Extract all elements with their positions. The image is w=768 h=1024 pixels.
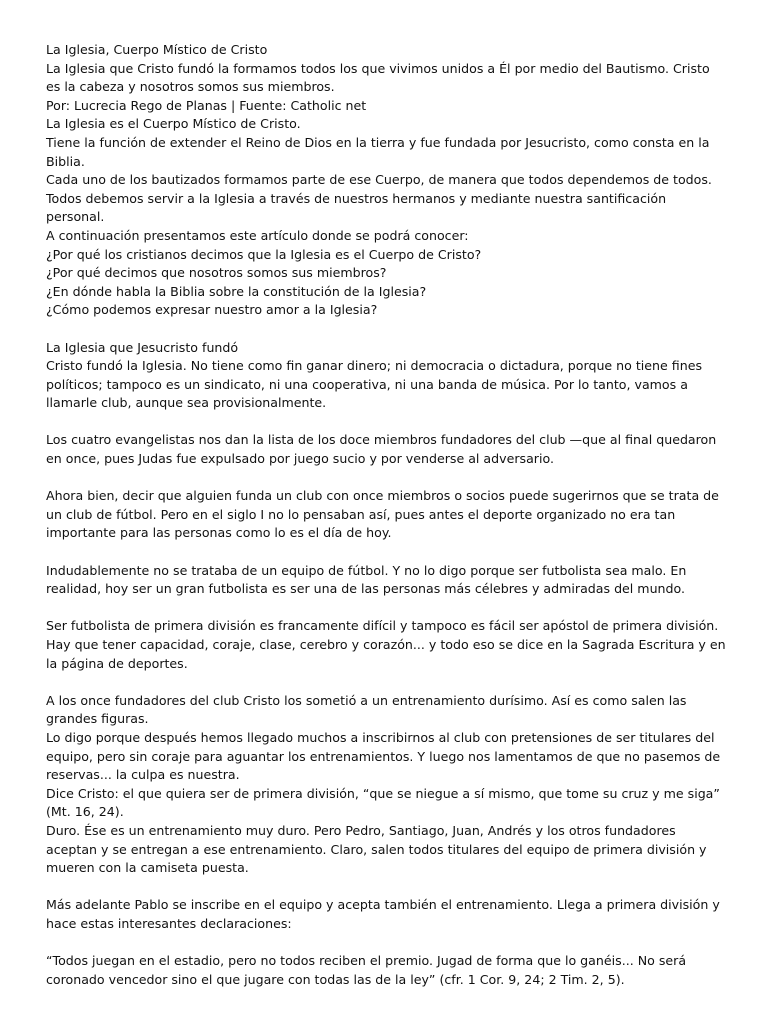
question-line: ¿Por qué los cristianos decimos que la Iglesia es el Cuerpo de Cristo? [46, 246, 482, 262]
paragraph: Cristo fundó la Iglesia. No tiene como fin ganar dinero; ni democracia o dictadura, porque no tiene fines políticos; tampoco es un sindicato, ni una cooperativa, ni una banda de música. Por lo tanto, vamos a llamarle club, aunque sea provisionalmente. [46, 358, 703, 411]
paragraph: Más adelante Pablo se inscribe en el equipo y acepta también el entrenamiento. Llega a primera división y hace estas interesantes declaraciones: [46, 897, 720, 931]
paragraph-gap [46, 599, 726, 618]
article-byline: Por: Lucrecia Rego de Planas | Fuente: Catholic net [46, 97, 367, 113]
quote-paragraph: “Todos juegan en el estadio, pero no todos reciben el premio. Jugad de forma que lo ganéis... No será coronado vencedor sino el que jugare con todas las de la ley” (cfr. 1 Cor. 9, 24; 2 Tim. 2, 5). [46, 953, 687, 987]
intro-line: Cada uno de los bautizados formamos parte de ese Cuerpo, de manera que todos dependemos de todos. [46, 172, 712, 188]
paragraph: Duro. Ése es un entrenamiento muy duro. Pero Pedro, Santiago, Juan, Andrés y los otros fundadores aceptan y se entregan a ese entrenamiento. Claro, salen todos titulares del equipo de primera división y mueren con la camiseta puesta. [46, 822, 707, 876]
paragraph: Ser futbolista de primera división es francamente difícil y tampoco es fácil ser apóstol de primera división. Hay que tener capacidad, coraje, clase, cerebro y corazón... y todo eso se dice en la Sagrada Escritura y en la página de deportes. [46, 618, 726, 671]
paragraph: Indudablemente no se trataba de un equipo de fútbol. Y no lo digo porque ser futbolista sea malo. En realidad, hoy ser un gran futbolista es ser una de las personas más célebres y admiradas del mundo. [46, 562, 687, 597]
paragraph-gap [46, 878, 726, 897]
intro-line: Tiene la función de extender el Reino de Dios en la tierra y fue fundada por Jesucristo, como consta en la Biblia. [46, 134, 710, 169]
intro-line: A continuación presentamos este artículo donde se podrá conocer: [46, 227, 469, 243]
paragraph-gap [46, 320, 726, 339]
paragraph-gap [46, 934, 726, 953]
paragraph-gap [46, 413, 726, 432]
document-page [46, 41, 726, 989]
article-subtitle: La Iglesia que Cristo fundó la formamos todos los que vivimos unidos a Él por medio del Bautismo. Cristo es la cabeza y nosotros somos sus miembros. [46, 60, 710, 95]
question-line: ¿En dónde habla la Biblia sobre la constitución de la Iglesia? [46, 283, 427, 299]
section-heading: La Iglesia que Jesucristo fundó [46, 339, 239, 355]
paragraph: Lo digo porque después hemos llegado muchos a inscribirnos al club con pretensiones de ser titulares del equipo, pero sin coraje para aguantar los entrenamientos. Y luego nos lamentamos de que no pasemos de reservas... la culpa es nuestra. [46, 729, 721, 783]
intro-line: Todos debemos servir a la Iglesia a través de nuestros hermanos y mediante nuestra santificación personal. [46, 190, 667, 225]
intro-line: La Iglesia es el Cuerpo Místico de Cristo. [46, 116, 301, 132]
paragraph-gap [46, 543, 726, 562]
paragraph-gap [46, 673, 726, 692]
question-line: ¿Por qué decimos que nosotros somos sus miembros? [46, 265, 387, 281]
question-line: ¿Cómo podemos expresar nuestro amor a la Iglesia? [46, 302, 378, 318]
paragraph: Los cuatro evangelistas nos dan la lista de los doce miembros fundadores del club —que al final quedaron en once, pues Judas fue expulsado por juego sucio y por venderse al adversario. [46, 432, 717, 467]
paragraph: Ahora bien, decir que alguien funda un club con once miembros o socios puede sugerirnos que se trata de un club de fútbol. Pero en el siglo I no lo pensaban así, pues antes el deporte organizado no era tan importante para las personas como lo es el día de hoy. [46, 488, 719, 541]
article-title: La Iglesia, Cuerpo Místico de Cristo [46, 42, 268, 57]
paragraph: A los once fundadores del club Cristo los sometió a un entrenamiento durísimo. Así es como salen las grandes figuras. [46, 692, 687, 727]
paragraph-gap [46, 469, 726, 488]
paragraph: Dice Cristo: el que quiera ser de primera división, “que se niegue a sí mismo, que tome su cruz y me siga” (Mt. 16, 24). [46, 785, 720, 820]
